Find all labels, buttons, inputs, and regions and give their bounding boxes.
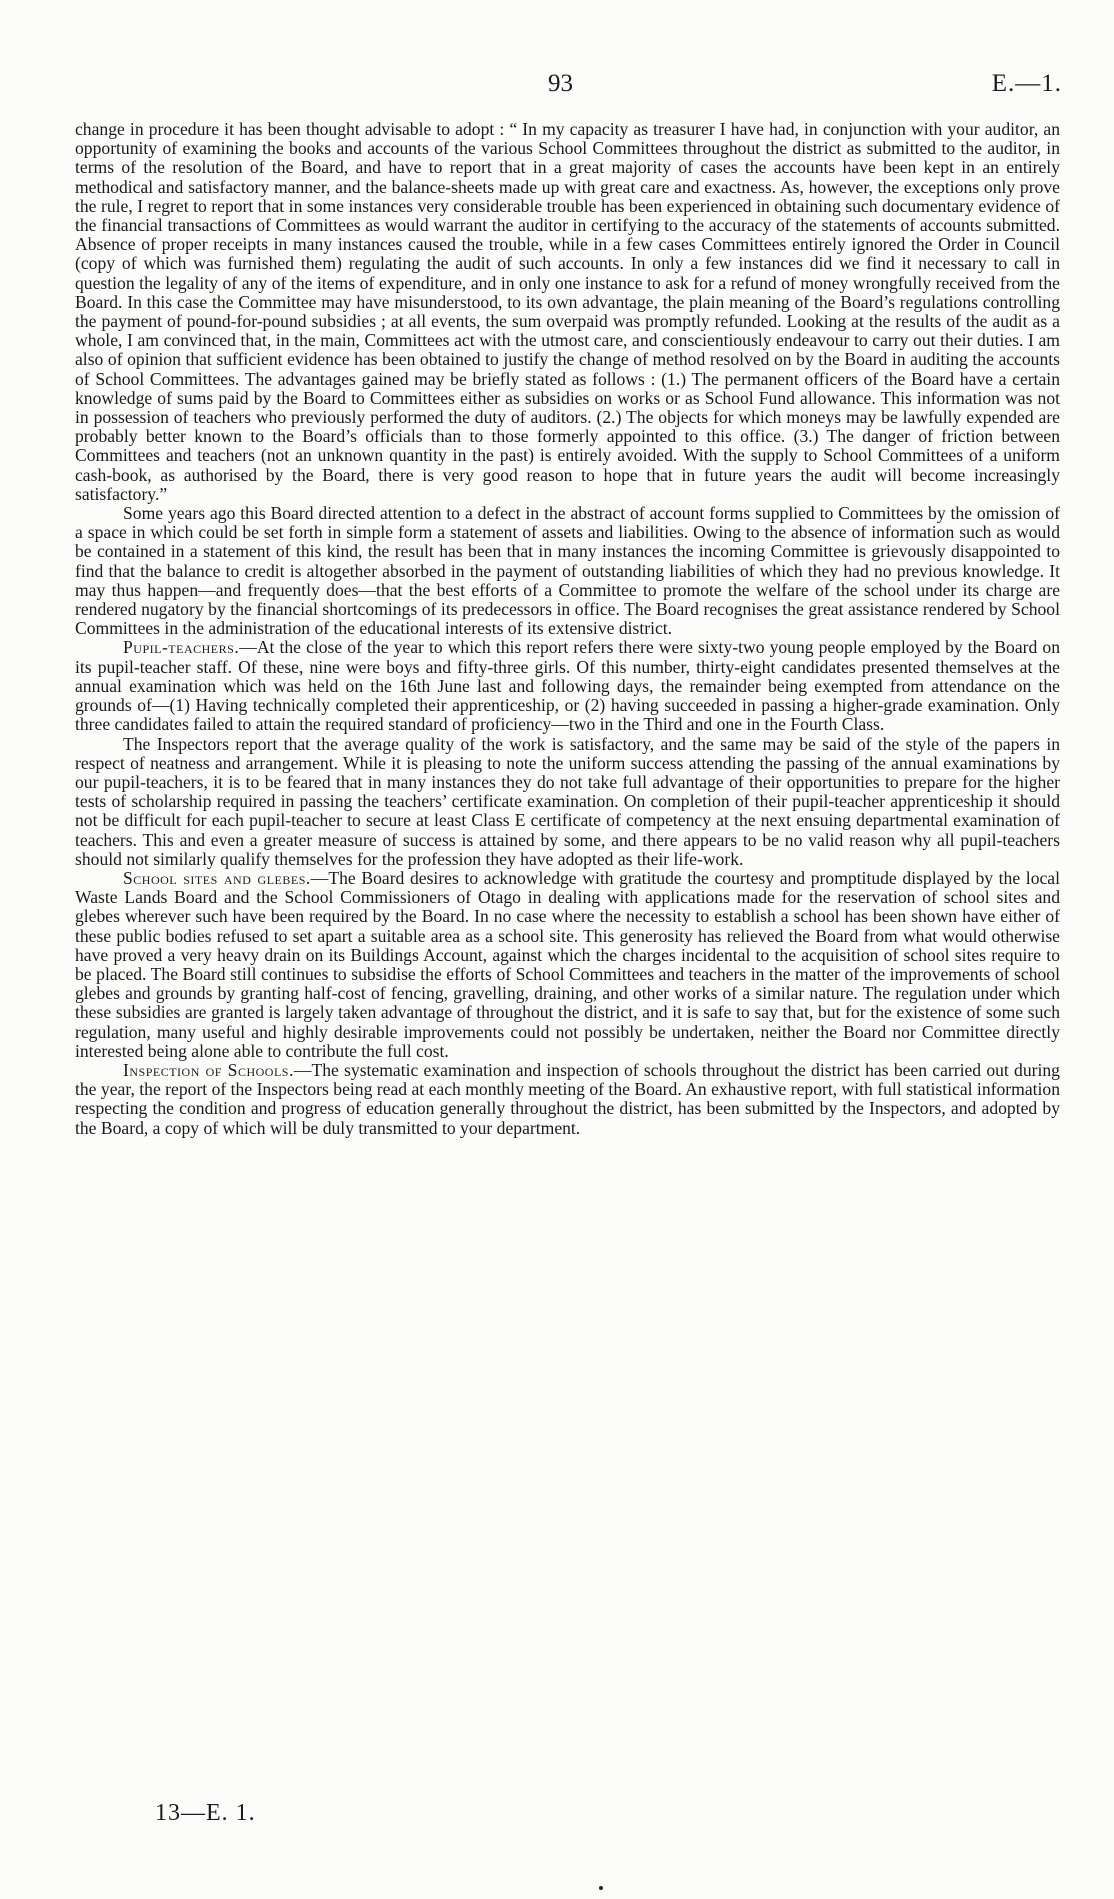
paragraph-school-sites bbox=[75, 869, 1060, 1061]
document-reference: E.—1. bbox=[991, 70, 1062, 97]
body-text bbox=[75, 120, 1060, 1138]
print-mark bbox=[599, 1886, 603, 1890]
page-header bbox=[0, 70, 1114, 100]
section-heading: School sites and glebes. bbox=[123, 867, 311, 888]
paragraph-text: —The Board desires to acknowledge with gratitude the courtesy and promptitude displayed by the local Waste Lands Board and the School Commissioners of Otago in dealing with applications made for the reservation of school sites and glebes wherever such have been required by the Board. In no case where the necessity to establish a school has been shown have either of these public bodies refused to set apart a suitable area as a school site. This generosity has relieved the Board from what would otherwise have proved a very heavy drain on its Buildings Account, against which the charges incidental to the acquisition of school sites require to be placed. The Board still continues to subsidise the efforts of School Committees and teachers in the matter of the improvements of school glebes and grounds by granting half-cost of fencing, gravelling, draining, and other works of a similar nature. The regulation under which these subsidies are granted is largely taken advantage of throughout the district, and it is safe to say that, but for the existence of some such regulation, many useful and highly desirable improvements could not possibly be undertaken, neither the Board nor Committee directly interested being alone able to contribute the full cost. bbox=[75, 867, 1060, 1061]
paragraph-inspectors-report bbox=[75, 735, 1060, 869]
paragraph-text: change in procedure it has been thought advisable to adopt : “ In my capacity as treasurer I have had, in conjunction with your auditor, an opportunity of examining the books and accounts of the various School Committees throughout the district as submitted to the auditor, in terms of the resolution of the Board, and have to report that in a great majority of cases the accounts have been kept in an entirely methodical and satisfactory manner, and the balance-sheets made up with great care and exactness. As, however, the exceptions only prove the rule, I regret to report that in some instances very considerable trouble has been experienced in obtaining such documentary evidence of the financial transactions of Committees as would warrant the auditor in certifying to the accuracy of the statements of accounts submitted. Absence of proper receipts in many instances caused the trouble, while in a few cases Committees entirely ignored the Order in Council (copy of which was furnished them) regulating the audit of such accounts. In only a few instances did we find it necessary to call in question the legality of any of the items of expenditure, and in only one instance to ask for a refund of money wrongfully received from the Board. In this case the Committee may have misunderstood, to its own advantage, the plain meaning of the Board’s regulations controlling the payment of pound-for-pound subsidies ; at all events, the sum overpaid was promptly refunded. Looking at the results of the audit as a whole, I am convinced that, in the main, Committees act with the utmost care, and conscientiously endeavour to carry out their duties. I am also of opinion that sufficient evidence has been obtained to justify the change of method resolved on by the Board in auditing the accounts of School Committees. The advantages gained may be briefly stated as follows : (1.) The permanent officers of the Board have a certain knowledge of sums paid by the Board to Committees either as subsidies on works or as School Fund allowance. This information was not in possession of teachers who previously performed the duty of auditors. (2.) The objects for which moneys may be lawfully expended are probably better known to the Board’s officials than to those formerly appointed to this office. (3.) The danger of friction between Committees and teachers (not an unknown quantity in the past) is entirely avoided. With the supply to School Committees of a uniform cash-book, as authorised by the Board, there is very good reason to hope that in future years the audit will become increasingly satisfactory.” bbox=[75, 119, 1060, 504]
footer-signature: 13—E. 1. bbox=[155, 1800, 256, 1826]
paragraph-text: —The systematic examination and inspection of schools throughout the district has been carried out during the year, the report of the Inspectors being read at each monthly meeting of the Board. An exhaustive report, with full statistical information respecting the condition and progress of education generally throughout the district, has been submitted by the Inspectors, and adopted by the Board, a copy of which will be duly transmitted to your department. bbox=[75, 1059, 1060, 1138]
paragraph-text: The Inspectors report that the average quality of the work is satisfactory, and the same may be said of the style of the papers in respect of neatness and arrangement. While it is pleasing to note the uniform success attending the passing of the annual examinations by our pupil-teachers, it is to be feared that in many instances they do not take full advantage of their opportunities to prepare for the higher tests of scholarship required in passing the teachers’ certificate examination. On completion of their pupil-teacher apprenticeship it should not be difficult for each pupil-teacher to secure at least Class E certificate of competency at the next ensuing departmental examination of teachers. This and even a greater measure of success is attained by some, and there appears to be no valid reason why all pupil-teachers should not similarly qualify themselves for the profession they have adopted as their life-work. bbox=[75, 733, 1060, 869]
paragraph-text: —At the close of the year to which this report refers there were sixty-two young people employed by the Board on its pupil-teacher staff. Of these, nine were boys and fifty-three girls. Of this number, thirty-eight candidates presented themselves at the annual examination which was held on the 16th June last and following days, the remainder being exempted from attendance on the grounds of—(1) Having technically completed their apprenticeship, or (2) having succeeded in passing a higher-grade examination. Only three candidates failed to attain the required standard of proficiency—two in the Third and one in the Fourth Class. bbox=[75, 637, 1060, 735]
paragraph-account-forms bbox=[75, 504, 1060, 638]
paragraph-inspection bbox=[75, 1061, 1060, 1138]
section-heading: Pupil-teachers. bbox=[123, 637, 240, 658]
section-heading: Inspection of Schools. bbox=[123, 1059, 294, 1080]
paragraph-pupil-teachers bbox=[75, 638, 1060, 734]
paragraph-text: Some years ago this Board directed attention to a defect in the abstract of account forms supplied to Committees by the omission of a space in which could be set forth in simple form a statement of assets and liabilities. Owing to the absence of information such as would be contained in a statement of this kind, the result has been that in many instances the incoming Committee is grievously disappointed to find that the balance to credit is altogether absorbed in the payment of outstanding liabilities of which they had no previous knowledge. It may thus happen—and frequently does—that the best efforts of a Committee to promote the welfare of the school under its charge are rendered nugatory by the financial shortcomings of its predecessors in office. The Board recognises the great assistance rendered by School Committees in the administration of the educational interests of its extensive district. bbox=[75, 503, 1060, 639]
paragraph-audit-report bbox=[75, 120, 1060, 504]
page-number: 93 bbox=[548, 70, 573, 97]
